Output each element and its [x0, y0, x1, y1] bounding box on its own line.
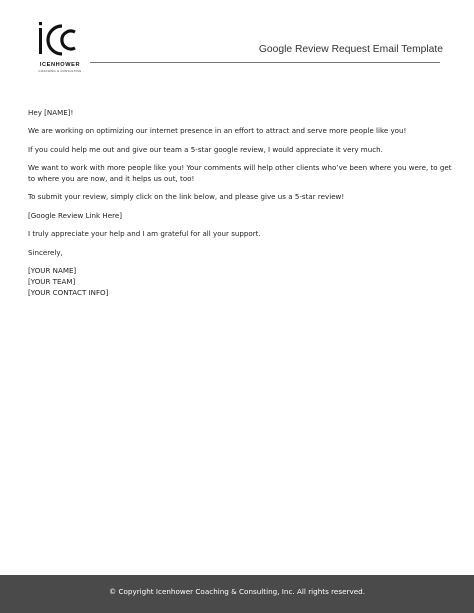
- signature-name: [YOUR NAME]: [28, 265, 77, 275]
- logo-tagline: COACHING & CONSULTING: [38, 69, 82, 73]
- document-title: Google Review Request Email Template: [258, 44, 443, 55]
- closing: Sincerely,: [28, 247, 63, 257]
- signature-contact: [YOUR CONTACT INFO]: [28, 287, 109, 297]
- footer-bar: [0, 575, 474, 613]
- signature-team: [YOUR TEAM]: [28, 276, 76, 286]
- footer-copyright: © Copyright Icenhower Coaching & Consulting, Inc. All rights reserved.: [109, 587, 365, 596]
- greeting: Hey [NAME]!: [28, 108, 74, 117]
- paragraph-request: If you could help me out and give our team a 5-star google review, I would appreciate it very much.: [28, 144, 383, 154]
- paragraph-thanks: I truly appreciate your help and I am grateful for all your support.: [28, 229, 261, 239]
- email-body: [28, 108, 452, 298]
- header-divider: [90, 62, 440, 63]
- signature-block: [28, 266, 452, 298]
- paragraph-instructions: To submit your review, simply click on the link below, and please give us a 5-star review!: [28, 192, 345, 202]
- icc-logo-icon: [37, 20, 83, 62]
- paragraph-benefit: We want to work with more people like you! Your comments will help other clients who’ve been where you were, to get to where you are now, and it helps us out, too!: [28, 163, 452, 183]
- review-link-placeholder: [Google Review Link Here]: [28, 210, 122, 220]
- logo-company-name: ICENHOWER: [39, 62, 81, 68]
- paragraph-intro: We are working on optimizing our internet presence in an effort to attract and serve more people like you!: [28, 126, 407, 136]
- company-logo: [30, 20, 90, 74]
